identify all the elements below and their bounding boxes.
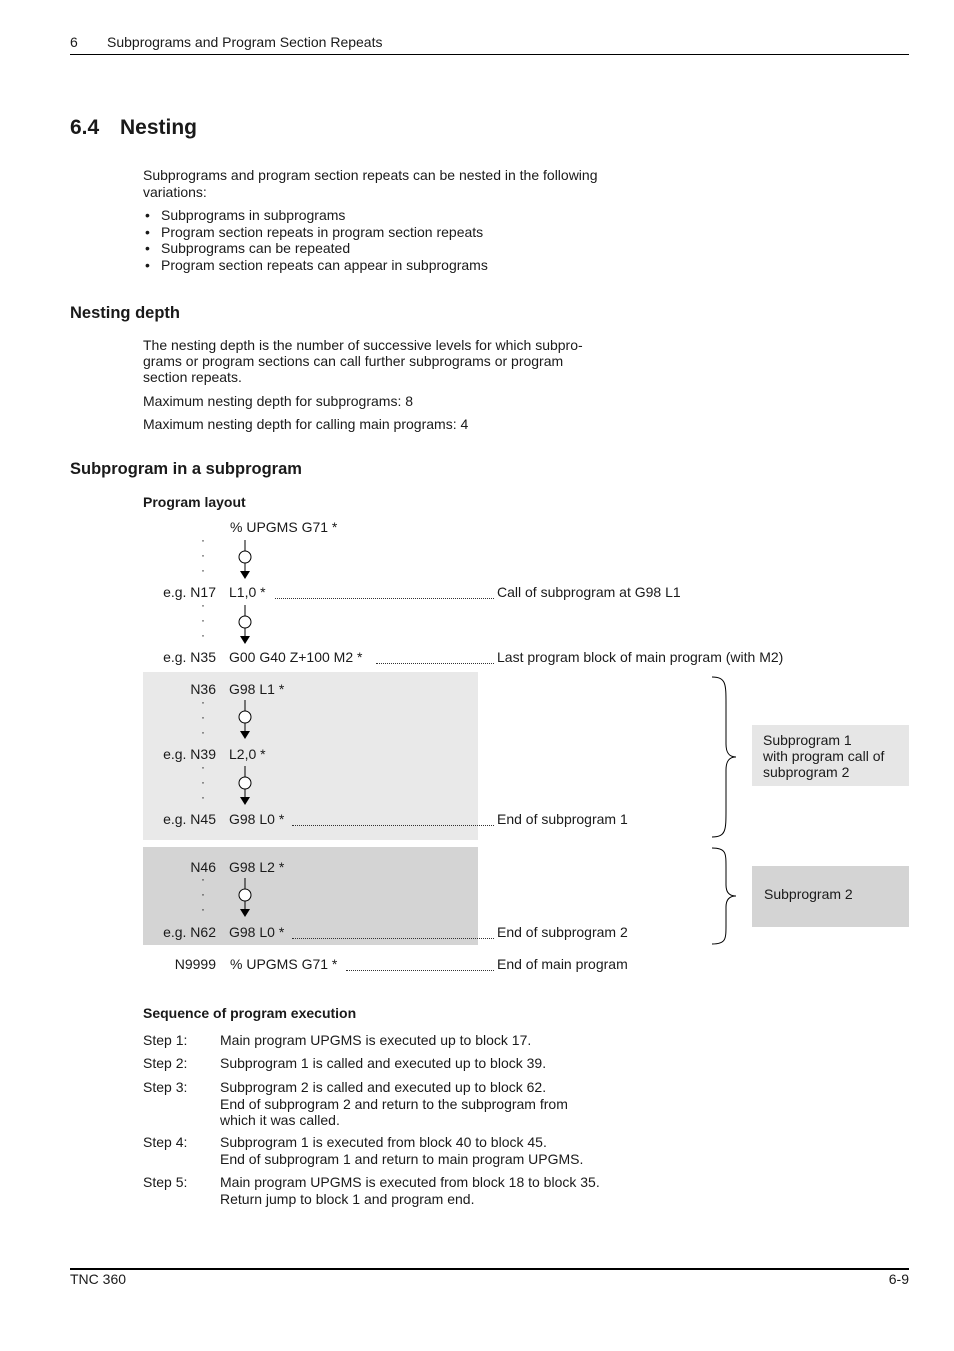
block-code: G98 L2 * — [229, 859, 285, 875]
nesting-depth-line-2: grams or program sections can call further subprograms or program — [143, 353, 564, 369]
step-text — [220, 1055, 546, 1072]
flow-arrow-icon — [236, 700, 254, 742]
subprogram-1-label — [752, 725, 909, 786]
block-description: End of subprogram 1 — [497, 811, 628, 827]
header-chapter-title: Subprograms and Program Section Repeats — [107, 34, 383, 50]
block-number: N46 — [190, 859, 216, 875]
block-code: G98 L0 * — [229, 811, 285, 827]
block-description: End of subprogram 2 — [497, 924, 628, 940]
list-item: • Program section repeats can appear in subprograms — [143, 257, 488, 274]
flow-arrow-icon — [236, 605, 254, 647]
block-number: e.g. N45 — [163, 811, 216, 827]
subprogram-2-label — [752, 866, 909, 927]
section-title — [70, 116, 197, 140]
step-label: Step 5: — [143, 1174, 188, 1190]
section-number: 6.4 — [70, 116, 100, 139]
ellipsis-dots: · · · — [201, 533, 205, 577]
leader-dots — [346, 956, 494, 971]
subprogram-1-label-line: subprogram 2 — [763, 764, 850, 780]
block-code: L2,0 * — [229, 746, 266, 762]
header-rule — [70, 54, 909, 55]
block-number: N36 — [190, 681, 216, 697]
step-line: Main program UPGMS is executed up to block 17. — [220, 1032, 532, 1048]
leader-dots — [376, 649, 494, 664]
max-depth-subprograms: Maximum nesting depth for subprograms: 8 — [143, 393, 414, 409]
nesting-depth-line-3: section repeats. — [143, 369, 242, 385]
subprogram-2-label-text: Subprogram 2 — [764, 886, 853, 902]
variation-list — [143, 207, 488, 273]
list-item: • Program section repeats in program section repeats — [143, 224, 488, 241]
ellipsis-dots: · · · — [201, 598, 205, 642]
block-code: G00 G40 Z+100 M2 * — [229, 649, 363, 665]
block-code: L1,0 * — [229, 584, 266, 600]
brace-icon — [704, 845, 744, 947]
intro-line-1: Subprograms and program section repeats can be nested in the following — [143, 167, 598, 183]
block-number: e.g. N39 — [163, 746, 216, 762]
step-label: Step 4: — [143, 1134, 188, 1150]
header-chapter-number: 6 — [70, 34, 78, 50]
step-label: Step 3: — [143, 1079, 188, 1095]
subprogram-heading: Subprogram in a subprogram — [70, 460, 302, 478]
step-text — [220, 1174, 600, 1207]
step-line: Subprogram 2 is called and executed up to block 62. — [220, 1079, 547, 1095]
leader-dots — [292, 924, 494, 939]
subprogram-1-label-line: Subprogram 1 — [763, 732, 852, 748]
nesting-depth-line-1: The nesting depth is the number of successive levels for which subpro- — [143, 337, 583, 353]
ellipsis-dots: · · · — [201, 760, 205, 804]
start-block: % UPGMS G71 * — [230, 519, 338, 535]
list-item: • Subprograms can be repeated — [143, 240, 488, 257]
list-item: • Subprograms in subprograms — [143, 207, 488, 224]
block-number: e.g. N62 — [163, 924, 216, 940]
footer-rule — [70, 1268, 909, 1270]
program-layout-heading: Program layout — [143, 494, 246, 510]
step-line: End of subprogram 1 and return to main program UPGMS. — [220, 1150, 584, 1167]
section-title-text: Nesting — [120, 116, 198, 139]
step-label: Step 1: — [143, 1032, 188, 1048]
leader-dots — [275, 584, 494, 599]
block-number: e.g. N17 — [163, 584, 216, 600]
leader-dots — [292, 811, 494, 826]
block-code: % UPGMS G71 * — [230, 956, 338, 972]
block-description: Call of subprogram at G98 L1 — [497, 584, 681, 600]
nesting-depth-heading: Nesting depth — [70, 304, 180, 322]
step-label: Step 2: — [143, 1055, 188, 1071]
step-line: Subprogram 1 is called and executed up to block 39. — [220, 1055, 547, 1071]
flow-arrow-icon — [236, 766, 254, 808]
block-description: Last program block of main program (with M2) — [497, 649, 784, 665]
page-number: 6-9 — [888, 1271, 909, 1287]
sequence-heading: Sequence of program execution — [143, 1005, 357, 1021]
block-code: G98 L0 * — [229, 924, 285, 940]
step-text — [220, 1032, 531, 1049]
block-description: End of main program — [497, 956, 628, 972]
step-text — [220, 1134, 583, 1167]
flow-arrow-icon — [236, 540, 254, 582]
step-text — [220, 1079, 568, 1129]
block-number: e.g. N35 — [163, 649, 216, 665]
ellipsis-dots: · · · — [201, 695, 205, 739]
brace-icon — [704, 674, 744, 840]
ellipsis-dots: · · · — [201, 872, 205, 916]
step-line: which it was called. — [220, 1112, 340, 1128]
max-depth-main-programs: Maximum nesting depth for calling main programs: 4 — [143, 416, 469, 432]
flow-arrow-icon — [236, 878, 254, 920]
step-line: Main program UPGMS is executed from block 18 to block 35. — [220, 1174, 600, 1190]
step-line: Return jump to block 1 and program end. — [220, 1190, 475, 1207]
step-line: Subprogram 1 is executed from block 40 to block 45. — [220, 1134, 547, 1150]
footer-product: TNC 360 — [70, 1271, 127, 1287]
step-line: End of subprogram 2 and return to the subprogram from — [220, 1095, 568, 1112]
intro-line-2: variations: — [143, 184, 207, 200]
block-code: G98 L1 * — [229, 681, 285, 697]
subprogram-1-label-line: with program call of — [763, 748, 885, 764]
block-number: N9999 — [174, 956, 216, 972]
